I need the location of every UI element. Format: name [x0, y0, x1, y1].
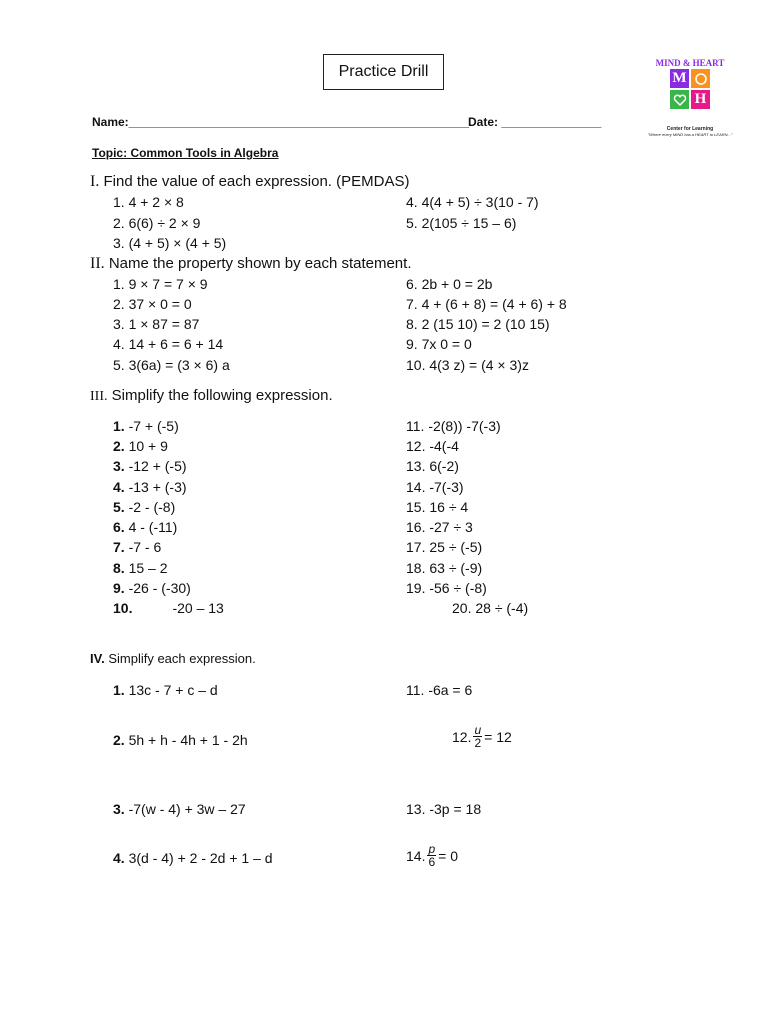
s4-item-3 [113, 801, 246, 817]
section-1-numeral: I. [90, 173, 100, 190]
date-field: Date: _______________ [468, 115, 602, 129]
logo-tile-h [691, 90, 710, 109]
brain-icon [694, 72, 708, 86]
s3-num-5: 5. [113, 499, 125, 515]
logo-letter-m: M [672, 70, 687, 86]
s3-item-13: 13. 6(-2) [406, 458, 459, 474]
s3-num-8: 8. [113, 560, 125, 576]
logo-brand: MIND & HEART [655, 58, 725, 68]
mind-heart-logo [647, 58, 733, 137]
fraction-p-over-6 [427, 843, 436, 868]
s3-item-20: 20. 28 ÷ (-4) [452, 600, 529, 616]
s2-item-2: 2. 37 × 0 = 0 [113, 296, 192, 312]
s3-expr-4: -13 + (-3) [128, 479, 187, 495]
s4-item-12 [452, 724, 512, 749]
s2-item-4: 4. 14 + 6 = 6 + 14 [113, 336, 224, 352]
s4-rest-14: = 0 [438, 847, 459, 864]
s2-item-1: 1. 9 × 7 = 7 × 9 [113, 276, 208, 292]
section-4-title: Simplify each expression. [108, 651, 256, 666]
s3-expr-6: 4 - (-11) [128, 519, 178, 535]
s2-item-3: 3. 1 × 87 = 87 [113, 316, 200, 332]
s1-item-5: 5. 2(105 ÷ 15 – 6) [406, 215, 517, 231]
section-3-heading [90, 387, 333, 405]
section-2-numeral: II. [90, 255, 105, 272]
s3-expr-7: -7 - 6 [128, 539, 162, 555]
s3-num-3: 3. [113, 458, 125, 474]
s3-item-11: 11. -2(8)) -7(-3) [406, 418, 501, 434]
s4-item-4 [113, 850, 273, 866]
s3-expr-1: -7 + (-5) [128, 418, 179, 434]
fraction-denominator: 6 [428, 855, 436, 869]
s3-expr-3: -12 + (-5) [128, 458, 187, 474]
s2-item-10: 10. 4(3 z) = (4 × 3)z [406, 357, 529, 373]
section-4-heading [90, 651, 256, 666]
s3-item-6 [113, 519, 177, 535]
s3-item-3 [113, 458, 187, 474]
s3-item-4 [113, 479, 187, 495]
logo-tile-m [670, 69, 689, 88]
heart-icon [673, 93, 687, 107]
s3-item-16: 16. -27 ÷ 3 [406, 519, 473, 535]
s4-item-13: 13. -3p = 18 [406, 801, 482, 817]
section-4-numeral: IV. [90, 651, 105, 666]
s4-expr-4: 3(d - 4) + 2 - 2d + 1 – d [128, 850, 273, 866]
s3-item-14: 14. -7(-3) [406, 479, 464, 495]
s3-num-7: 7. [113, 539, 125, 555]
s2-item-9: 9. 7x 0 = 0 [406, 336, 472, 352]
topic-heading: Topic: Common Tools in Algebra [92, 146, 279, 160]
s4-expr-2: 5h + h - 4h + 1 - 2h [128, 732, 248, 748]
section-3-title: Simplify the following expression. [111, 387, 333, 404]
s1-item-1: 1. 4 + 2 × 8 [113, 194, 184, 210]
logo-tagline: Center for Learning [666, 126, 714, 132]
s3-expr-5: -2 - (-8) [128, 499, 176, 515]
s4-item-14 [406, 843, 458, 868]
page-title-text: Practice Drill [338, 63, 429, 80]
logo-motto: "Where every MIND has a HEART to LEARN..." [647, 132, 733, 137]
s4-expr-1: 13c - 7 + c – d [128, 682, 218, 698]
s4-num-2: 2. [113, 732, 125, 748]
s3-num-6: 6. [113, 519, 125, 535]
s4-num-1: 1. [113, 682, 125, 698]
s3-item-12: 12. -4(-4 [406, 438, 459, 454]
s4-num-4: 4. [113, 850, 125, 866]
s4-item-2 [113, 732, 248, 748]
fraction-numerator: p [428, 842, 436, 856]
s3-item-19: 19. -56 ÷ (-8) [406, 580, 487, 596]
s3-item-18: 18. 63 ÷ (-9) [406, 560, 483, 576]
section-1-title: Find the value of each expression. (PEMDAS) [103, 173, 410, 190]
s4-item-11: 11. -6a = 6 [406, 682, 473, 698]
s3-expr-9: -26 - (-30) [128, 580, 191, 596]
s3-expr-10: -20 – 13 [172, 600, 224, 616]
s1-item-3: 3. (4 + 5) × (4 + 5) [113, 235, 227, 251]
s2-item-5: 5. 3(6a) = (3 × 6) a [113, 357, 230, 373]
page-title [323, 54, 444, 90]
section-1-heading [90, 173, 409, 191]
fraction-denominator: 2 [474, 736, 482, 750]
s3-item-15: 15. 16 ÷ 4 [406, 499, 469, 515]
fraction-numerator: u [474, 723, 482, 737]
s4-num-3: 3. [113, 801, 125, 817]
s1-item-4: 4. 4(4 + 5) ÷ 3(10 - 7) [406, 194, 539, 210]
logo-tile-heart-icon [670, 90, 689, 109]
fraction-u-over-2 [473, 724, 482, 749]
s2-item-6: 6. 2b + 0 = 2b [406, 276, 493, 292]
s3-item-9 [113, 580, 191, 596]
s3-num-1: 1. [113, 418, 125, 434]
s3-item-5 [113, 499, 175, 515]
logo-tile-brain-icon [691, 69, 710, 88]
s3-expr-2: 10 + 9 [128, 438, 168, 454]
s4-num-12: 12. [452, 728, 472, 745]
s3-num-4: 4. [113, 479, 125, 495]
s3-item-17: 17. 25 ÷ (-5) [406, 539, 483, 555]
s3-num-9: 9. [113, 580, 125, 596]
section-2-heading [90, 255, 412, 273]
s4-item-1 [113, 682, 218, 698]
section-3-numeral: III. [90, 389, 108, 404]
s3-num-2: 2. [113, 438, 125, 454]
s2-item-7: 7. 4 + (6 + 8) = (4 + 6) + 8 [406, 296, 567, 312]
s3-item-8 [113, 560, 168, 576]
section-2-title: Name the property shown by each statement. [108, 255, 412, 272]
s3-item-7 [113, 539, 161, 555]
s2-item-8: 8. 2 (15 10) = 2 (10 15) [406, 316, 550, 332]
s4-expr-3: -7(w - 4) + 3w – 27 [128, 801, 246, 817]
s4-num-14: 14. [406, 847, 426, 864]
logo-letter-h: H [694, 91, 707, 107]
name-field: Name:___________________________________________________ [92, 115, 470, 129]
s4-rest-12: = 12 [484, 728, 512, 745]
s3-num-10: 10. [113, 600, 133, 616]
s3-item-2 [113, 438, 168, 454]
s3-item-10 [113, 600, 224, 616]
s3-expr-8: 15 – 2 [128, 560, 168, 576]
s1-item-2: 2. 6(6) ÷ 2 × 9 [113, 215, 201, 231]
s3-item-1 [113, 418, 179, 434]
